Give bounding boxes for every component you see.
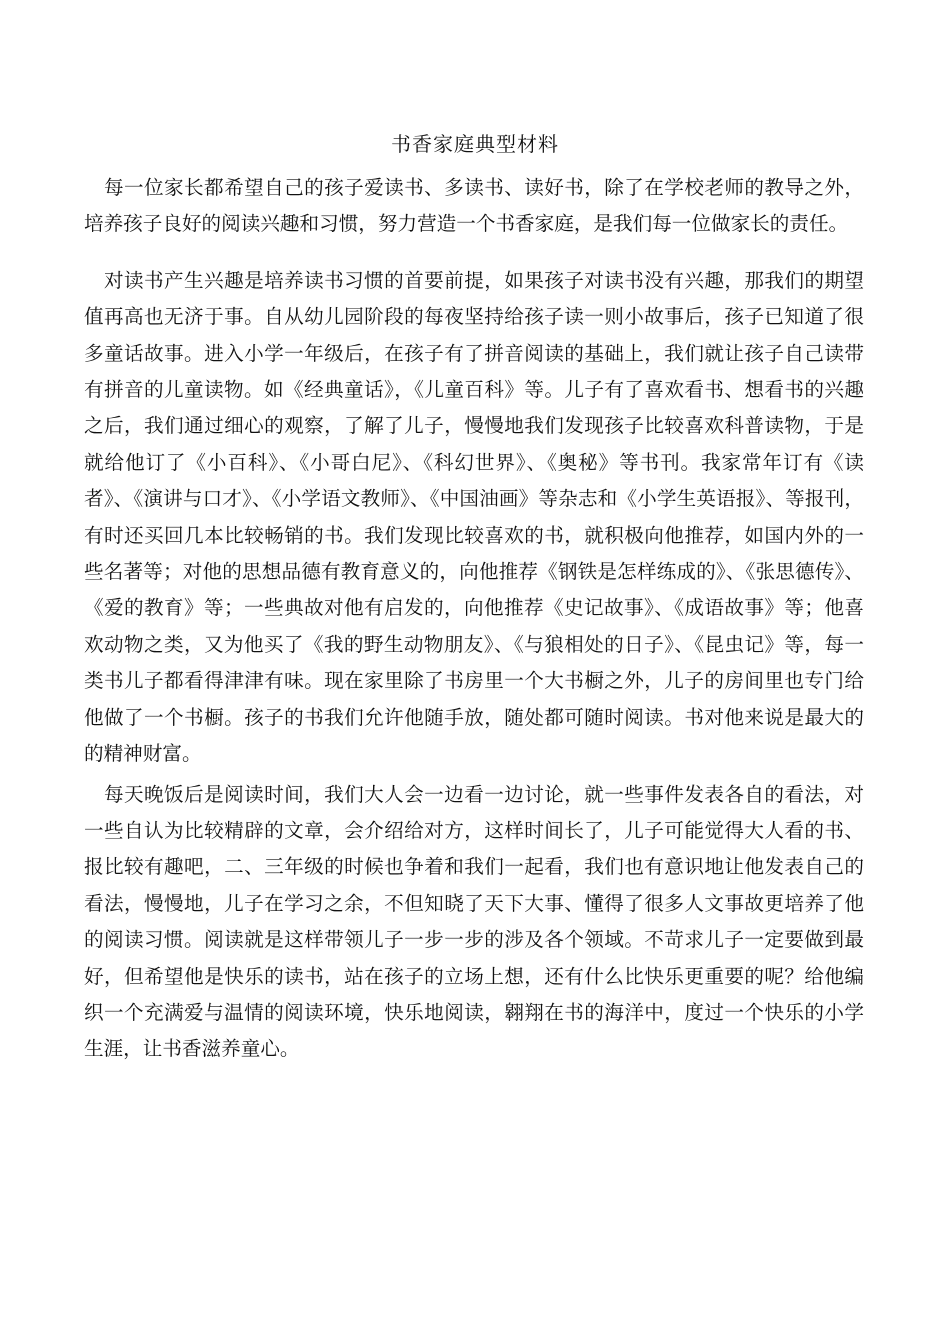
document-body bbox=[84, 170, 864, 1068]
paragraph-reading-interest: 对读书产生兴趣是培养读书习惯的首要前提，如果孩子对读书没有兴趣，那我们的期望值再高也无济于事。自从幼儿园阶段的每夜坚持给孩子读一则小故事后，孩子已知道了很多童话故事。进入小学一年级后，在孩子有了拼音阅读的基础上，我们就让孩子自己读带有拼音的儿童读物。如《经典童话》，《儿童百科》等。儿子有了喜欢看书、想看书的兴趣之后，我们通过细心的观察，了解了儿子，慢慢地我们发现孩子比较喜欢科普读物，于是就给他订了《小百科》、《小哥白尼》、《科幻世界》、《奥秘》等书刊。我家常年订有《读者》、《演讲与口才》、《小学语文教师》、《中国油画》等杂志和《小学生英语报》、等报刊，有时还买回几本比较畅销的书。我们发现比较喜欢的书，就积极向他推荐，如国内外的一些名著等；对他的思想品德有教育意义的，向他推荐《钢铁是怎样练成的》、《张思德传》、《爱的教育》等；一些典故对他有启发的，向他推荐《史记故事》、《成语故事》等；他喜欢动物之类，又为他买了《我的野生动物朋友》、《与狼相处的日子》、《昆虫记》等，每一类书儿子都看得津津有味。现在家里除了书房里一个大书橱之外，儿子的房间里也专门给他做了一个书橱。孩子的书我们允许他随手放，随处都可随时阅读。书对他来说是最大的的精神财富。 bbox=[84, 268, 864, 766]
paragraph-intro: 每一位家长都希望自己的孩子爱读书、多读书、读好书，除了在学校老师的教导之外，培养孩子良好的阅读兴趣和习惯，努力营造一个书香家庭，是我们每一位做家长的责任。 bbox=[84, 176, 864, 236]
paragraph-reading-time: 每天晚饭后是阅读时间，我们大人会一边看一边讨论，就一些事件发表各自的看法，对一些自认为比较精辟的文章，会介绍给对方，这样时间长了，儿子可能觉得大人看的书、报比较有趣吧，二、三年级的时候也争着和我们一起看，我们也有意识地让他发表自己的看法，慢慢地，儿子在学习之余，不但知晓了天下大事、懂得了很多人文事故更培养了他的阅读习惯。阅读就是这样带领儿子一步一步的涉及各个领域。不苛求儿子一定要做到最好，但希望他是快乐的读书，站在孩子的立场上想，还有什么比快乐更重要的呢？给他编织一个充满爱与温情的阅读环境，快乐地阅读，翱翔在书的海洋中，度过一个快乐的小学生涯，让书香滋养童心。 bbox=[84, 782, 864, 1061]
document-title: 书香家庭典型材料 bbox=[391, 132, 559, 156]
